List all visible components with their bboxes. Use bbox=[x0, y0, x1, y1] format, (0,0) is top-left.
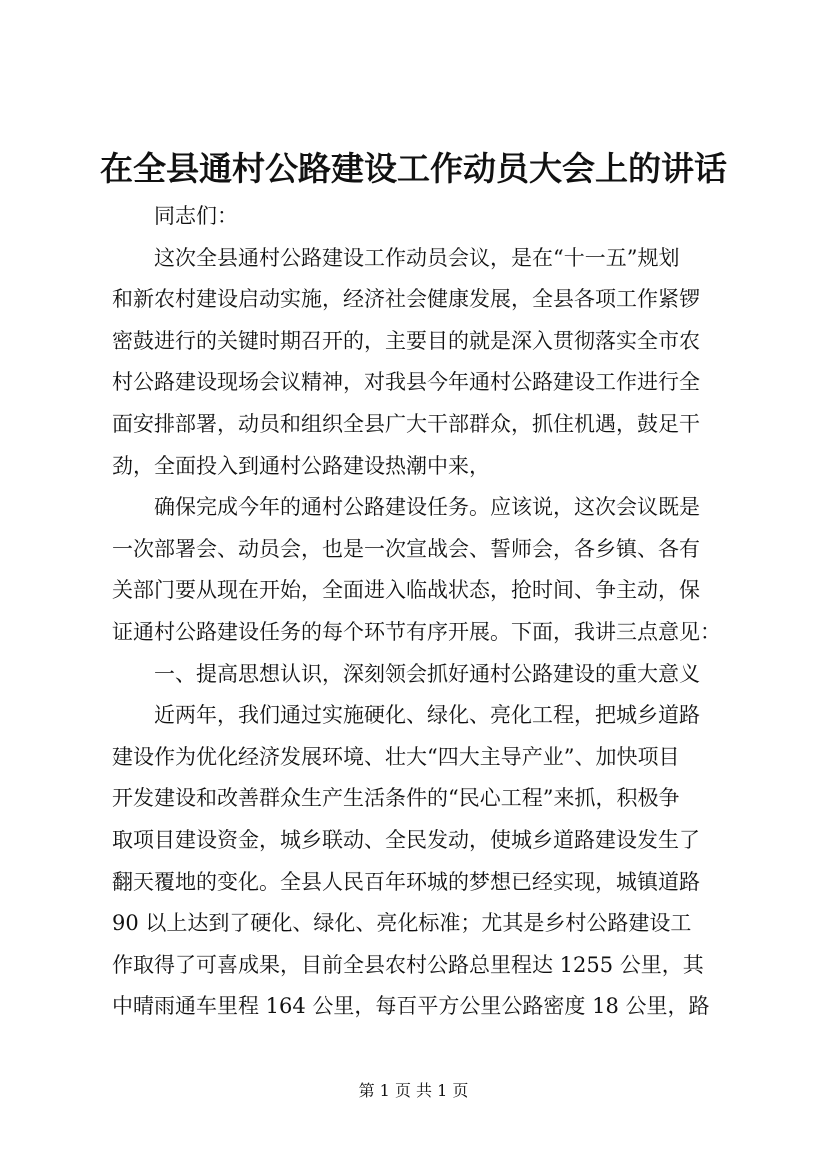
body-line: 村公路建设现场会议精神，对我县今年通村公路建设工作进行全 bbox=[112, 370, 700, 395]
document-body bbox=[112, 196, 723, 1028]
salutation-line: 同志们： bbox=[154, 204, 238, 228]
section-heading: 一、提高思想认识，深刻领会抓好通村公路建设的重大意义 bbox=[154, 661, 700, 686]
document-title: 在全县通村公路建设工作动员大会上的讲话 bbox=[100, 149, 727, 188]
body-line: 中晴雨通车里程 164 公里，每百平方公里公路密度 18 公里，路 bbox=[112, 994, 710, 1019]
page-footer bbox=[0, 1079, 827, 1103]
body-line: 证通村公路建设任务的每个环节有序开展。下面，我讲三点意见： bbox=[112, 619, 721, 644]
page-number-label: 第 1 页 共 1 页 bbox=[358, 1081, 469, 1100]
body-line: 和新农村建设启动实施，经济社会健康发展，全县各项工作紧锣 bbox=[112, 287, 700, 312]
body-line: 作取得了可喜成果，目前全县农村公路总里程达 1255 公里，其 bbox=[112, 952, 704, 977]
body-line: 密鼓进行的关键时期召开的，主要目的就是深入贯彻落实全市农 bbox=[112, 328, 700, 353]
body-line: 开发建设和改善群众生产生活条件的“民心工程”来抓，积极争 bbox=[112, 786, 680, 811]
body-line: 劲，全面投入到通村公路建设热潮中来， bbox=[112, 453, 490, 478]
body-line: 确保完成今年的通村公路建设任务。应该说，这次会议既是 bbox=[154, 495, 700, 520]
body-line: 一次部署会、动员会，也是一次宣战会、誓师会，各乡镇、各有 bbox=[112, 536, 700, 561]
body-line: 建设作为优化经济发展环境、壮大“四大主导产业”、加快项目 bbox=[112, 744, 680, 769]
body-line: 翻天覆地的变化。全县人民百年环城的梦想已经实现，城镇道路 bbox=[112, 869, 700, 894]
body-line: 90 以上达到了硬化、绿化、亮化标准；尤其是乡村公路建设工 bbox=[112, 911, 692, 936]
body-line: 近两年，我们通过实施硬化、绿化、亮化工程，把城乡道路 bbox=[154, 703, 700, 728]
body-line: 面安排部署，动员和组织全县广大干部群众，抓住机遇，鼓足干 bbox=[112, 411, 700, 436]
body-line: 这次全县通村公路建设工作动员会议，是在“十一五”规划 bbox=[154, 245, 680, 270]
body-line: 取项目建设资金，城乡联动、全民发动，使城乡道路建设发生了 bbox=[112, 827, 700, 852]
body-line: 关部门要从现在开始，全面进入临战状态，抢时间、争主动，保 bbox=[112, 578, 700, 603]
